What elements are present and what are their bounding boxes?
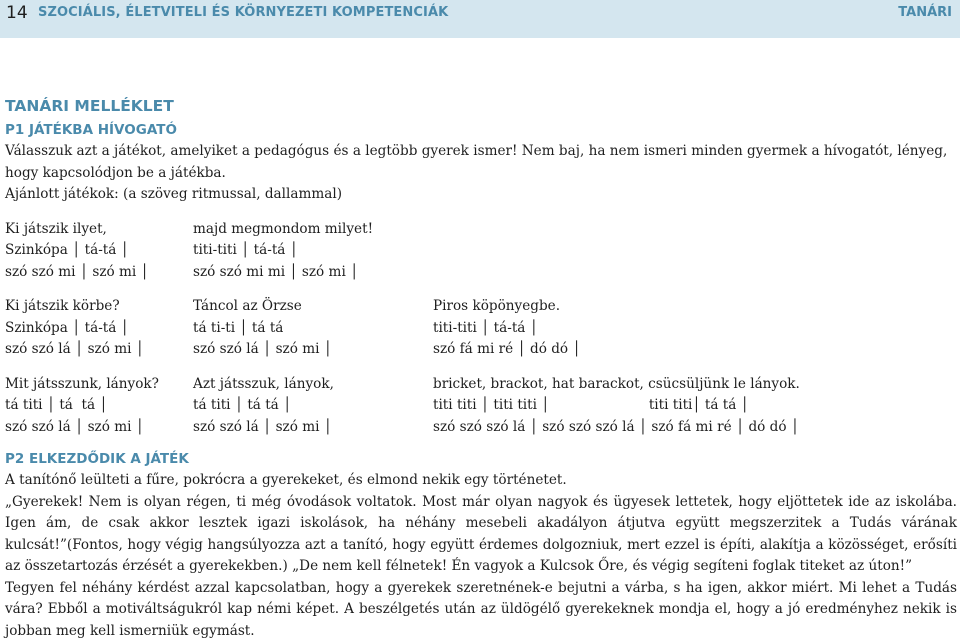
song2-cell: Piros köpönyegbe. <box>433 296 953 318</box>
song1-cell: szó szó mi │ szó mi │ <box>5 262 193 284</box>
page-number: 14 <box>6 2 28 24</box>
song2-cell: szó szó lá │ szó mi │ <box>5 339 193 361</box>
song2-cell: Szinkópa │ tá-tá │ <box>5 318 193 340</box>
song3-cell: szó szó lá │ szó mi │ <box>5 417 193 439</box>
section2-title: P2 ELKEZDŐDIK A JÁTÉK <box>5 448 957 470</box>
section2-paragraph: A tanítónő leülteti a fűre, pokrócra a gyerekeket, és elmond nekik egy történetet. <box>5 470 957 492</box>
song1-cell: majd megmondom milyet! <box>193 219 433 241</box>
section1-intro: Válasszuk azt a játékot, amelyiket a pedagógus és a legtöbb gyerek ismer! Nem baj, ha nem ismeri minden gyermek a hívogatót, lényeg, hogy kapcsolódjon be a játékba. <box>5 141 957 184</box>
song1-cell <box>433 219 953 241</box>
song2-cell: Táncol az Örzse <box>193 296 433 318</box>
header-right-label: TANÁRI <box>898 3 952 23</box>
song1-cell <box>433 262 953 284</box>
song3-cell: titi titi │ titi titi │ titi titi│ tá tá │ <box>433 395 953 417</box>
song1-cell <box>433 240 953 262</box>
main-title: TANÁRI MELLÉKLET <box>5 93 957 119</box>
section1-recommended: Ajánlott játékok: (a szöveg ritmussal, dallammal) <box>5 184 957 206</box>
song3-cell: szó szó szó lá │ szó szó szó lá │ szó fá mi ré │ dó dó │ <box>433 417 953 439</box>
header-title: SZOCIÁLIS, ÉLETVITELI ÉS KÖRNYEZETI KOMPETENCIÁK <box>38 3 448 23</box>
song1-grid <box>5 219 957 284</box>
song1-cell: Ki játszik ilyet, <box>5 219 193 241</box>
section1-title: P1 JÁTÉKBA HÍVOGATÓ <box>5 119 957 141</box>
song1-cell: szó szó mi mi │ szó mi │ <box>193 262 433 284</box>
page-header <box>0 0 960 38</box>
song3-cell: bricket, brackot, hat barackot, csücsüljünk le lányok. <box>433 374 953 396</box>
song3-cell: szó szó lá │ szó mi │ <box>193 417 433 439</box>
song3-cell: Azt játsszuk, lányok, <box>193 374 433 396</box>
song3-grid <box>5 374 957 439</box>
song3-cell: Mit játsszunk, lányok? <box>5 374 193 396</box>
song2-grid <box>5 296 957 361</box>
page-content <box>5 93 957 642</box>
song2-cell: szó szó lá │ szó mi │ <box>193 339 433 361</box>
song2-cell: Ki játszik körbe? <box>5 296 193 318</box>
section2-paragraph: Tegyen fel néhány kérdést azzal kapcsolatban, hogy a gyerekek szeretnének-e bejutni a várba, s ha igen, akkor miért. Mi lehet a Tudás vára? Ebből a motiváltságukról kap némi képet. A beszélgetés után az üldögélő gyerekeknek mondja el, hogy a jó eredményhez nekik is jobban meg kell ismerniük egymást. <box>5 578 957 642</box>
song3-cell: tá titi │ tá tá │ <box>193 395 433 417</box>
song2-cell: titi-titi │ tá-tá │ <box>433 318 953 340</box>
song1-cell: Szinkópa │ tá-tá │ <box>5 240 193 262</box>
song2-cell: tá ti-ti │ tá tá <box>193 318 433 340</box>
song2-cell: szó fá mi ré │ dó dó │ <box>433 339 953 361</box>
song1-cell: titi-titi │ tá-tá │ <box>193 240 433 262</box>
song3-cell: tá titi │ tá tá │ <box>5 395 193 417</box>
section2-paragraph: „Gyerekek! Nem is olyan régen, ti még óvodások voltatok. Most már olyan nagyok és ügyesek lettetek, hogy eljöttetek ide az iskolába. Igen ám, de csak akkor lesztek igazi iskolások, ha néhány mesebeli akadályon átjutva együtt megszerzitek a Tudás várának kulcsát!”(Fontos, hogy végig hangsúlyozza azt a tanító, hogy együtt érdemes dolgozniuk, mert ezzel is építi, alakítja a közösséget, erősíti az összetartozás érzését a gyerekekben.) „De nem kell félnetek! Én vagyok a Kulcsok Őre, és végig segíteni foglak titeket az úton!” <box>5 492 957 578</box>
